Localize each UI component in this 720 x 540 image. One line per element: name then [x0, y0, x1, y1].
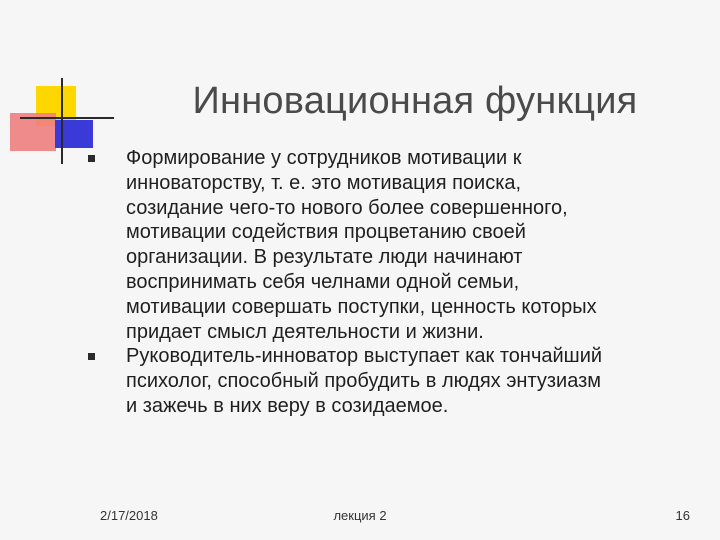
- bullet-line: Формирование у сотрудников мотивации к: [126, 147, 522, 169]
- bullet-line: мотивации содействия процветанию своей: [126, 221, 526, 244]
- bullet-item-1: [86, 146, 706, 344]
- bullet-line: психолог, способный пробудить в людях энтузиазм: [126, 370, 602, 393]
- footer-lecture: лекция 2: [333, 508, 387, 523]
- bullet-list: [86, 146, 706, 419]
- footer-date: 2/17/2018: [100, 508, 158, 523]
- slide-logo-decoration: [0, 0, 110, 170]
- square-bullet-icon: [88, 353, 95, 360]
- bullet-line: Руководитель-инноватор выступает как тончайший: [126, 345, 603, 368]
- footer-page-number: 16: [675, 508, 690, 523]
- bullet-line: организации. В результате люди начинают: [126, 246, 523, 269]
- vertical-line-decoration: [61, 78, 63, 164]
- bullet-line: придает смысл деятельности и жизни.: [126, 320, 484, 343]
- square-bullet-icon: [88, 155, 95, 162]
- bullet-line: и зажечь в них веру в созидаемое.: [126, 394, 449, 417]
- bullet-line: воспринимать себя челнами одной семьи,: [126, 270, 520, 293]
- bullet-line: созидание чего-то нового более совершенного,: [126, 196, 568, 219]
- bullet-line: мотивации совершать поступки, ценность которых: [126, 295, 597, 318]
- bullet-line: инноваторству, т. е. это мотивация поиска,: [126, 171, 522, 194]
- horizontal-line-decoration: [20, 117, 114, 119]
- bullet-item-2: [86, 344, 706, 418]
- slide-title: Инновационная функция: [192, 80, 638, 122]
